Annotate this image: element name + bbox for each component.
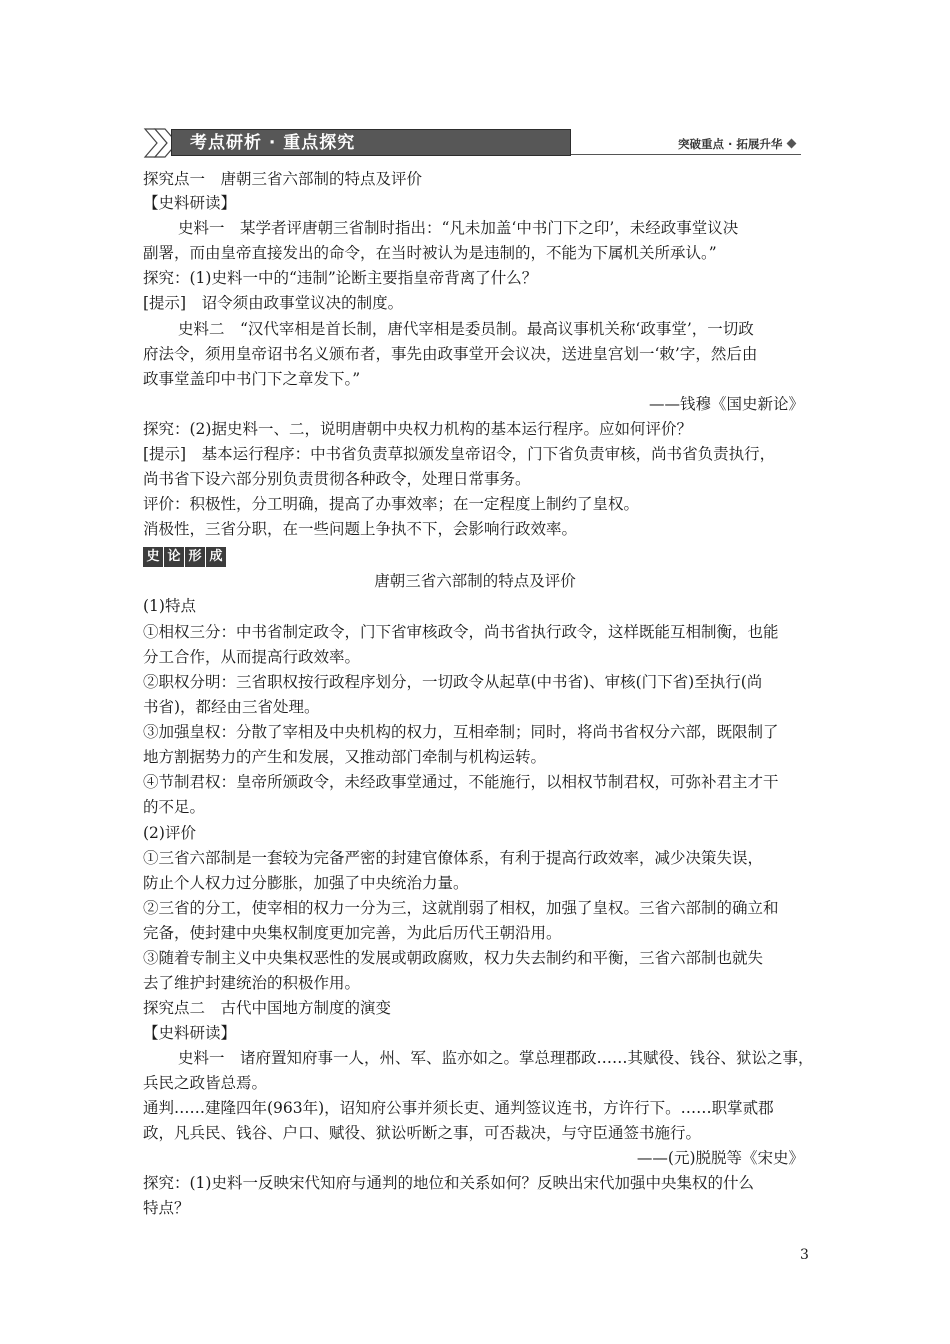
banner-title: 考点研析 · 重点探究: [171, 129, 571, 156]
text-line: 府法令，须用皇帝诏书名义颁布者，事先由政事堂开会议决，送进皇宫划一‘敕’字，然后由: [143, 345, 758, 363]
text-line: 去了维护封建统治的积极作用。: [143, 974, 361, 992]
text-line: 地方割据势力的产生和发展，又推动部门牵制与机构运转。: [143, 748, 547, 766]
hint-line: [提示] 诏令须由政事堂议决的制度。: [143, 294, 404, 312]
text-line: 史料二 “汉代宰相是首长制，唐代宰相是委员制。最高议事机关称‘政事堂’，一切政: [178, 320, 754, 338]
tag-char: 形: [185, 547, 205, 567]
banner-subtitle-text: 突破重点 · 拓展升华: [678, 137, 783, 151]
banner-subtitle: [678, 136, 795, 152]
text-line: ③随着专制主义中央集权恶性的发展或朝政腐败，权力失去制约和平衡，三省六部制也就失: [143, 949, 764, 967]
text-line: ②职权分明：三省职权按行政程序划分，一切政令从起草(中书省)、审核(门下省)至执行(尚: [143, 673, 763, 691]
section-banner: [143, 127, 823, 159]
text-line: 书省)，都经由三省处理。: [143, 698, 320, 716]
page-number: 3: [800, 1247, 809, 1263]
text-line: ④节制君权：皇帝所颁政令，未经政事堂通过，不能施行，以相权节制君权，可弥补君主才干: [143, 773, 779, 791]
diamond-icon: [787, 139, 797, 149]
text-line: ③加强皇权：分散了宰相及中央机构的权力，互相牵制；同时，将尚书省权分六部，既限制了: [143, 723, 779, 741]
text-line: 分工合作，从而提高行政效率。: [143, 648, 361, 666]
text-line: ②三省的分工，使宰相的权力一分为三，这就削弱了相权，加强了皇权。三省六部制的确立和: [143, 899, 779, 917]
text-line: (2)评价: [143, 824, 196, 842]
text-line: 政，凡兵民、钱谷、户口、赋役、狱讼听断之事，可否裁决，与守臣通签书施行。: [143, 1124, 702, 1142]
text-line: ①三省六部制是一套较为完备严密的封建官僚体系，有利于提高行政效率，减少决策失误，: [143, 849, 764, 867]
text-line: 消极性，三省分职，在一些问题上争执不下，会影响行政效率。: [143, 520, 578, 538]
text-line: (1)特点: [143, 597, 196, 615]
banner-rule: [571, 154, 801, 155]
question-line: 探究：(2)据史料一、二，说明唐朝中央权力机构的基本运行程序。应如何评价？: [143, 420, 692, 438]
text-line: ①相权三分：中书省制定政令，门下省审核政令，尚书省执行政令，这样既能互相制衡，也能: [143, 623, 779, 641]
text-line: 史料一 某学者评唐朝三省制时指出：“凡未加盖‘中书门下之印’，未经政事堂议决: [178, 219, 739, 237]
citation: ——(元)脱脱等《宋史》: [636, 1149, 804, 1167]
text-line: 特点？: [143, 1199, 190, 1217]
summary-tag: [143, 547, 226, 567]
text-line: 评价：积极性，分工明确，提高了办事效率；在一定程度上制约了皇权。: [143, 495, 640, 513]
text-line: 兵民之政皆总焉。: [143, 1074, 268, 1092]
tag-char: 史: [143, 547, 163, 567]
text-line: 防止个人权力过分膨胀，加强了中央统治力量。: [143, 874, 469, 892]
text-line: 完备，使封建中央集权制度更加完善，为此后历代王朝沿用。: [143, 924, 562, 942]
text-line: 的不足。: [143, 798, 206, 816]
tag-char: 论: [164, 547, 184, 567]
text-line: 通判……建隆四年(963年)，诏知府公事并须长吏、通判签议连书，方许行下。……职掌贰郡: [143, 1099, 774, 1117]
citation: ——钱穆《国史新论》: [648, 395, 804, 413]
subsection-label: 【史料研读】: [143, 194, 237, 212]
question-line: 探究：(1)史料一反映宋代知府与通判的地位和关系如何？反映出宋代加强中央集权的什么: [143, 1174, 754, 1192]
summary-title: 唐朝三省六部制的特点及评价: [374, 572, 576, 590]
section-heading: 探究点二 古代中国地方制度的演变: [143, 999, 392, 1017]
text-line: 政事堂盖印中书门下之章发下。”: [143, 370, 361, 388]
section-heading: 探究点一 唐朝三省六部制的特点及评价: [143, 170, 423, 188]
text-line: 尚书省下设六部分别负责贯彻各种政令，处理日常事务。: [143, 470, 531, 488]
text-line: 史料一 诸府置知府事一人，州、军、监亦如之。掌总理郡政……其赋役、钱谷、狱讼之事，: [178, 1049, 814, 1067]
text-line: 副署，而由皇帝直接发出的命令，在当时被认为是违制的，不能为下属机关所承认。”: [143, 244, 717, 262]
hint-line: [提示] 基本运行程序：中书省负责草拟颁发皇帝诏令，门下省负责审核，尚书省负责执行，: [143, 445, 776, 463]
subsection-label: 【史料研读】: [143, 1024, 237, 1042]
tag-char: 成: [206, 547, 226, 567]
question-line: 探究：(1)史料一中的“违制”论断主要指皇帝背离了什么？: [143, 269, 538, 287]
